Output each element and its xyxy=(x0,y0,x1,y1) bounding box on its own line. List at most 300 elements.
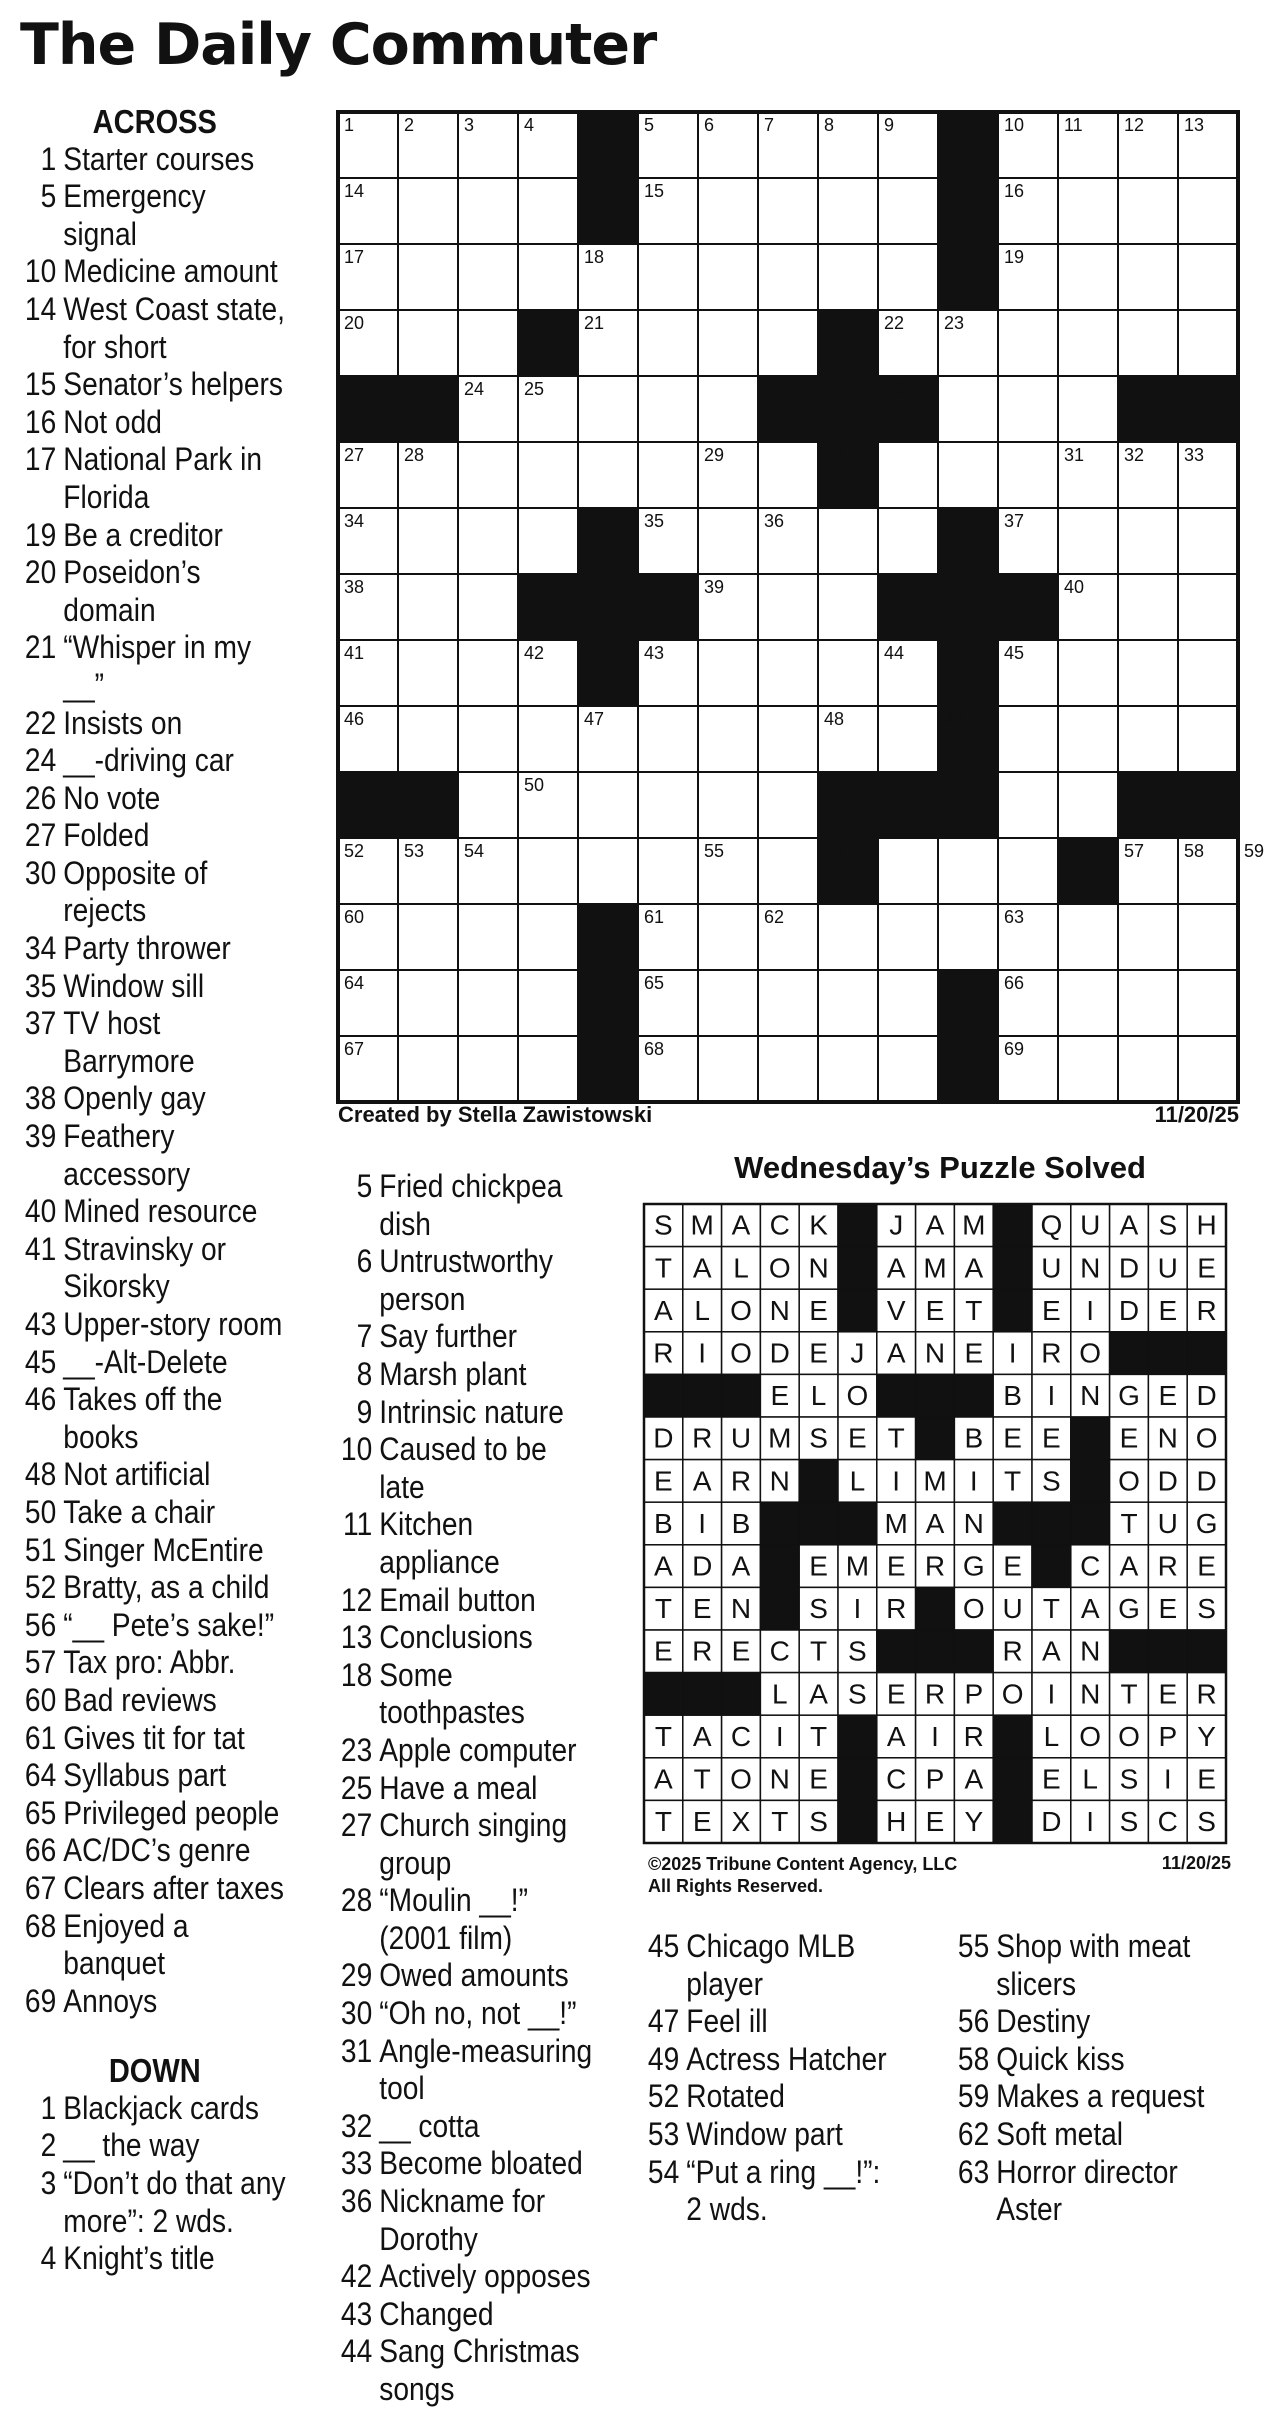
clue-down_col2-44[interactable] xyxy=(330,2333,594,2408)
grid-cell[interactable] xyxy=(758,970,818,1036)
clue-text: Opposite of rejects xyxy=(63,854,208,929)
grid-cell[interactable] xyxy=(878,244,938,310)
clue-down_col2-33[interactable] xyxy=(330,2145,594,2183)
clue-text: Email button xyxy=(379,1581,536,1618)
clue-across-65[interactable] xyxy=(14,1795,287,1833)
solution-letter: T xyxy=(1004,1465,1022,1497)
grid-cell[interactable] xyxy=(878,706,938,772)
clue-text: __-Alt-Delete xyxy=(63,1343,228,1380)
grid-cell[interactable] xyxy=(698,904,758,970)
grid-cell[interactable] xyxy=(758,1036,818,1102)
solution-block xyxy=(877,1630,916,1673)
solution-letter: N xyxy=(1080,1252,1101,1284)
solution-block xyxy=(1187,1332,1226,1375)
grid-cell[interactable] xyxy=(758,838,818,904)
grid-cell[interactable] xyxy=(1178,640,1238,706)
grid-cell[interactable] xyxy=(758,640,818,706)
grid-cell[interactable] xyxy=(878,508,938,574)
grid-block xyxy=(578,640,638,706)
clue-across-64[interactable] xyxy=(14,1757,287,1795)
grid-cell[interactable] xyxy=(818,1036,878,1102)
clue-down_col2-43[interactable] xyxy=(330,2296,594,2334)
solution-letter: R xyxy=(924,1678,946,1710)
clue-across-26[interactable] xyxy=(14,780,287,818)
grid-cell[interactable] xyxy=(398,706,458,772)
clue-across-57[interactable] xyxy=(14,1644,287,1682)
cell-number: 21 xyxy=(584,313,605,333)
cell-number: 25 xyxy=(524,379,545,399)
grid-cell[interactable] xyxy=(398,1036,458,1102)
grid-cell[interactable] xyxy=(1118,970,1178,1036)
solution-grid-svg xyxy=(643,1203,1231,1848)
clue-number: 13 xyxy=(340,1619,373,1656)
solution-letter: E xyxy=(1119,1422,1139,1454)
grid-cell[interactable] xyxy=(1058,244,1118,310)
grid-cell[interactable] xyxy=(398,244,458,310)
cell-number: 14 xyxy=(344,181,365,201)
grid-cell[interactable] xyxy=(1178,706,1238,772)
clue-down_col2-6[interactable] xyxy=(330,1243,594,1318)
grid-cell[interactable] xyxy=(758,442,818,508)
grid-cell[interactable] xyxy=(638,376,698,442)
clue-number: 68 xyxy=(24,1907,57,1944)
grid-cell[interactable] xyxy=(698,706,758,772)
grid-cell[interactable] xyxy=(1118,1036,1178,1102)
grid-cell[interactable] xyxy=(1058,904,1118,970)
grid-cell[interactable] xyxy=(818,574,878,640)
clue-down_col3-54[interactable] xyxy=(637,2154,901,2229)
solution-letter: I xyxy=(775,1720,784,1752)
grid-cell[interactable] xyxy=(698,310,758,376)
clue-down_col2-9[interactable] xyxy=(330,1394,594,1432)
solution-letter: Y xyxy=(1197,1720,1216,1752)
cell-number: 49 xyxy=(944,709,965,729)
grid-cell[interactable] xyxy=(458,1036,518,1102)
grid-cell[interactable] xyxy=(1058,508,1118,574)
grid-cell[interactable] xyxy=(878,970,938,1036)
solution-block xyxy=(838,1800,877,1843)
clue-across-69[interactable] xyxy=(14,1983,287,2021)
grid-cell[interactable] xyxy=(758,244,818,310)
clue-text: Makes a request xyxy=(996,2078,1205,2115)
grid-block xyxy=(1178,376,1238,442)
cell-number: 32 xyxy=(1124,445,1145,465)
grid-cell[interactable] xyxy=(398,574,458,640)
grid-cell[interactable] xyxy=(938,838,998,904)
solution-letter: N xyxy=(924,1337,946,1369)
grid-cell[interactable] xyxy=(758,706,818,772)
cell-number: 30 xyxy=(824,445,845,465)
grid-cell[interactable] xyxy=(818,178,878,244)
grid-cell[interactable] xyxy=(998,838,1058,904)
clue-down_col2-30[interactable] xyxy=(330,1995,594,2033)
solution-letter: M xyxy=(884,1507,908,1539)
solution-letter: I xyxy=(1086,1806,1095,1838)
grid-cell[interactable] xyxy=(398,178,458,244)
clue-across-60[interactable] xyxy=(14,1682,287,1720)
clue-across-20[interactable] xyxy=(14,554,287,629)
solution-block xyxy=(644,1374,683,1417)
clue-number: 67 xyxy=(24,1869,57,1906)
grid-cell[interactable] xyxy=(818,640,878,706)
grid-cell[interactable] xyxy=(698,970,758,1036)
clue-across-24[interactable] xyxy=(14,742,287,780)
solution-letter: S xyxy=(809,1806,828,1838)
down-clue-list-2 xyxy=(330,1168,594,2409)
grid-cell[interactable] xyxy=(518,442,578,508)
clue-number: 10 xyxy=(340,1431,373,1468)
grid-cell[interactable] xyxy=(698,178,758,244)
clue-down_col2-5[interactable] xyxy=(330,1168,594,1243)
grid-cell[interactable] xyxy=(458,772,518,838)
clue-across-39[interactable] xyxy=(14,1118,287,1193)
clue-across-40[interactable] xyxy=(14,1193,287,1231)
clue-across-68[interactable] xyxy=(14,1908,287,1983)
grid-cell[interactable] xyxy=(1178,178,1238,244)
grid-cell[interactable] xyxy=(518,706,578,772)
grid-cell[interactable] xyxy=(1118,904,1178,970)
grid-cell[interactable] xyxy=(758,310,818,376)
solution-letter: P xyxy=(925,1763,945,1795)
grid-cell[interactable] xyxy=(458,310,518,376)
clue-text: Sang Christmas songs xyxy=(379,2333,580,2407)
solution-letter: C xyxy=(1080,1550,1101,1582)
grid-cell[interactable] xyxy=(998,310,1058,376)
grid-cell[interactable] xyxy=(1118,244,1178,310)
grid-cell[interactable] xyxy=(398,970,458,1036)
clue-text: Nickname for Dorothy xyxy=(379,2183,546,2257)
clue-across-15[interactable] xyxy=(14,366,287,404)
grid-cell[interactable] xyxy=(878,904,938,970)
clue-down_col2-12[interactable] xyxy=(330,1582,594,1620)
solution-letter: R xyxy=(963,1720,984,1752)
grid-cell[interactable] xyxy=(518,244,578,310)
cell-number: 29 xyxy=(704,445,725,465)
clue-across-41[interactable] xyxy=(14,1231,287,1306)
clue-number: 23 xyxy=(340,1731,373,1768)
clue-number: 9 xyxy=(356,1393,373,1430)
clue-across-38[interactable] xyxy=(14,1080,287,1118)
grid-cell[interactable] xyxy=(518,904,578,970)
grid-cell[interactable] xyxy=(1058,706,1118,772)
grid-cell[interactable] xyxy=(1058,970,1118,1036)
clue-down_col2-42[interactable] xyxy=(330,2258,594,2296)
crossword-grid[interactable] xyxy=(336,110,1265,1100)
solution-block xyxy=(993,1758,1032,1801)
clue-down_col4-56[interactable] xyxy=(947,2003,1211,2041)
grid-cell[interactable] xyxy=(1118,178,1178,244)
grid-cell[interactable] xyxy=(698,244,758,310)
clue-number: 10 xyxy=(24,253,57,290)
clue-down_col3-45[interactable] xyxy=(637,1928,901,2003)
clue-down_col2-31[interactable] xyxy=(330,2033,594,2108)
grid-cell[interactable] xyxy=(698,1036,758,1102)
solution-letter: E xyxy=(886,1550,906,1582)
grid-cell[interactable] xyxy=(458,706,518,772)
clue-across-27[interactable] xyxy=(14,817,287,855)
clue-across-10[interactable] xyxy=(14,253,287,291)
solution-letter: S xyxy=(1197,1593,1216,1625)
grid-cell[interactable] xyxy=(698,640,758,706)
clue-number: 30 xyxy=(24,854,57,891)
clue-across-21[interactable] xyxy=(14,629,287,704)
grid-cell[interactable] xyxy=(1178,244,1238,310)
solution-letter: T xyxy=(693,1763,711,1795)
clue-down_col2-28[interactable] xyxy=(330,1882,594,1957)
solution-letter: A xyxy=(809,1678,828,1710)
grid-cell[interactable] xyxy=(938,376,998,442)
solution-letter: T xyxy=(654,1593,672,1625)
grid-cell[interactable] xyxy=(398,904,458,970)
grid-cell[interactable] xyxy=(578,376,638,442)
solution-letter: M xyxy=(962,1209,986,1241)
clue-across-22[interactable] xyxy=(14,705,287,743)
clue-across-61[interactable] xyxy=(14,1720,287,1758)
clue-across-66[interactable] xyxy=(14,1832,287,1870)
clue-across-56[interactable] xyxy=(14,1607,287,1645)
grid-cell[interactable] xyxy=(1058,640,1118,706)
clue-across-52[interactable] xyxy=(14,1569,287,1607)
grid-cell[interactable] xyxy=(758,178,818,244)
grid-cell[interactable] xyxy=(398,640,458,706)
cell-number: 9 xyxy=(884,115,895,135)
solution-letter: A xyxy=(654,1763,673,1795)
clue-number: 8 xyxy=(356,1355,373,1392)
grid-cell[interactable] xyxy=(638,772,698,838)
grid-cell[interactable] xyxy=(1178,904,1238,970)
clue-across-43[interactable] xyxy=(14,1306,287,1344)
clue-number: 28 xyxy=(340,1882,373,1919)
clue-text: “Moulin __!” (2001 film) xyxy=(379,1882,528,1956)
clue-across-19[interactable] xyxy=(14,517,287,555)
clue-number: 26 xyxy=(24,779,57,816)
clue-down_col1-4[interactable] xyxy=(14,2240,287,2278)
grid-cell[interactable] xyxy=(1118,508,1178,574)
clue-across-34[interactable] xyxy=(14,930,287,968)
grid-cell[interactable] xyxy=(1178,970,1238,1036)
clue-down_col2-11[interactable] xyxy=(330,1506,594,1581)
solution-letter: C xyxy=(1157,1806,1178,1838)
clue-across-5[interactable] xyxy=(14,178,287,253)
solution-letter: I xyxy=(892,1465,901,1497)
clue-down_col1-2[interactable] xyxy=(14,2127,287,2165)
solution-letter: S xyxy=(654,1209,673,1241)
across-clue-column xyxy=(14,103,287,2278)
grid-cell[interactable] xyxy=(1178,1036,1238,1102)
clue-down_col2-13[interactable] xyxy=(330,1619,594,1657)
down-clue-column-4 xyxy=(947,1928,1211,2229)
grid-cell[interactable] xyxy=(518,1036,578,1102)
clue-number: 3 xyxy=(40,2165,57,2202)
clue-text: AC/DC’s genre xyxy=(63,1832,251,1869)
grid-cell[interactable] xyxy=(1178,574,1238,640)
grid-cell[interactable] xyxy=(518,508,578,574)
clue-across-16[interactable] xyxy=(14,404,287,442)
grid-cell[interactable] xyxy=(518,838,578,904)
grid-cell[interactable] xyxy=(818,508,878,574)
grid-cell[interactable] xyxy=(638,838,698,904)
clue-down_col1-3[interactable] xyxy=(14,2165,287,2240)
solution-block xyxy=(954,1630,993,1673)
solution-letter: R xyxy=(886,1593,907,1625)
grid-cell[interactable] xyxy=(458,574,518,640)
crossword-grid-svg[interactable] xyxy=(336,110,1265,1100)
solution-letter: E xyxy=(731,1635,751,1667)
solution-block xyxy=(799,1460,838,1503)
grid-cell[interactable] xyxy=(458,640,518,706)
clue-down_col3-49[interactable] xyxy=(637,2041,901,2079)
clue-number: 59 xyxy=(957,2078,990,2115)
grid-block xyxy=(1178,772,1238,838)
clue-down_col1-1[interactable] xyxy=(14,2090,287,2128)
grid-cell[interactable] xyxy=(1058,310,1118,376)
grid-cell[interactable] xyxy=(518,970,578,1036)
clue-across-17[interactable] xyxy=(14,441,287,516)
solution-letter: A xyxy=(886,1252,906,1284)
clue-down_col2-29[interactable] xyxy=(330,1957,594,1995)
grid-cell[interactable] xyxy=(878,1036,938,1102)
grid-cell[interactable] xyxy=(818,904,878,970)
grid-cell[interactable] xyxy=(1118,706,1178,772)
grid-cell[interactable] xyxy=(458,442,518,508)
solution-letter: I xyxy=(853,1593,862,1625)
grid-cell[interactable] xyxy=(1178,508,1238,574)
clue-down_col4-58[interactable] xyxy=(947,2041,1211,2079)
grid-cell[interactable] xyxy=(638,442,698,508)
grid-cell[interactable] xyxy=(458,970,518,1036)
clue-down_col3-52[interactable] xyxy=(637,2078,901,2116)
solution-letter: M xyxy=(768,1422,792,1454)
grid-cell[interactable] xyxy=(458,508,518,574)
clue-text: Mined resource xyxy=(63,1193,258,1230)
clue-text: “Don’t do that any more”: 2 wds. xyxy=(63,2165,286,2239)
grid-cell[interactable] xyxy=(998,772,1058,838)
clue-across-50[interactable] xyxy=(14,1494,287,1532)
clue-number: 7 xyxy=(356,1318,373,1355)
clue-down_col2-8[interactable] xyxy=(330,1356,594,1394)
grid-cell[interactable] xyxy=(878,178,938,244)
grid-cell[interactable] xyxy=(938,442,998,508)
grid-cell[interactable] xyxy=(398,508,458,574)
clue-down_col2-32[interactable] xyxy=(330,2108,594,2146)
clue-down_col3-53[interactable] xyxy=(637,2116,901,2154)
clue-across-30[interactable] xyxy=(14,855,287,930)
grid-cell[interactable] xyxy=(938,904,998,970)
grid-cell[interactable] xyxy=(458,904,518,970)
cell-number: 5 xyxy=(644,115,655,135)
solution-letter: T xyxy=(810,1635,828,1667)
clue-text: Be a creditor xyxy=(63,516,223,553)
clue-down_col2-18[interactable] xyxy=(330,1657,594,1732)
clue-text: Become bloated xyxy=(379,2145,583,2182)
clue-number: 50 xyxy=(24,1493,57,1530)
clue-down_col2-23[interactable] xyxy=(330,1732,594,1770)
clue-text: Feel ill xyxy=(686,2003,768,2040)
grid-cell[interactable] xyxy=(698,508,758,574)
clue-across-37[interactable] xyxy=(14,1005,287,1080)
grid-cell[interactable] xyxy=(458,244,518,310)
solution-letter: E xyxy=(654,1465,673,1497)
grid-cell[interactable] xyxy=(998,376,1058,442)
grid-cell[interactable] xyxy=(1118,640,1178,706)
solution-block xyxy=(993,1247,1032,1290)
clue-down_col2-10[interactable] xyxy=(330,1431,594,1506)
grid-block xyxy=(578,904,638,970)
clue-number: 45 xyxy=(24,1343,57,1380)
clue-text: Bratty, as a child xyxy=(63,1569,270,1606)
grid-cell[interactable] xyxy=(818,970,878,1036)
clue-across-14[interactable] xyxy=(14,291,287,366)
cell-number: 24 xyxy=(464,379,485,399)
clue-down_col4-63[interactable] xyxy=(947,2154,1211,2229)
clue-number: 64 xyxy=(24,1757,57,1794)
clue-across-51[interactable] xyxy=(14,1532,287,1570)
clue-across-35[interactable] xyxy=(14,968,287,1006)
cell-number: 36 xyxy=(764,511,785,531)
grid-cell[interactable] xyxy=(758,772,818,838)
grid-cell[interactable] xyxy=(758,574,818,640)
clue-across-46[interactable] xyxy=(14,1381,287,1456)
grid-cell[interactable] xyxy=(878,442,938,508)
solution-letter: H xyxy=(1196,1209,1217,1241)
clue-down_col4-59[interactable] xyxy=(947,2078,1211,2116)
clue-down_col4-55[interactable] xyxy=(947,1928,1211,2003)
clue-across-1[interactable] xyxy=(14,141,287,179)
grid-cell[interactable] xyxy=(398,310,458,376)
grid-cell[interactable] xyxy=(1118,574,1178,640)
grid-cell[interactable] xyxy=(818,244,878,310)
clue-down_col3-47[interactable] xyxy=(637,2003,901,2041)
grid-cell[interactable] xyxy=(578,838,638,904)
clue-down_col2-27[interactable] xyxy=(330,1807,594,1882)
grid-cell[interactable] xyxy=(578,442,638,508)
cell-number: 31 xyxy=(1064,445,1085,465)
grid-block xyxy=(518,574,578,640)
grid-block xyxy=(998,574,1058,640)
grid-cell[interactable] xyxy=(1058,772,1118,838)
clue-across-67[interactable] xyxy=(14,1870,287,1908)
grid-cell[interactable] xyxy=(1118,310,1178,376)
grid-cell[interactable] xyxy=(638,310,698,376)
grid-cell[interactable] xyxy=(1178,310,1238,376)
grid-cell[interactable] xyxy=(698,772,758,838)
clue-down_col2-36[interactable] xyxy=(330,2183,594,2258)
grid-cell[interactable] xyxy=(578,772,638,838)
grid-cell[interactable] xyxy=(1058,376,1118,442)
grid-cell[interactable] xyxy=(878,838,938,904)
grid-cell[interactable] xyxy=(698,376,758,442)
clue-down_col2-25[interactable] xyxy=(330,1770,594,1808)
solution-letter: X xyxy=(731,1806,751,1838)
clue-down_col4-62[interactable] xyxy=(947,2116,1211,2154)
grid-cell[interactable] xyxy=(518,178,578,244)
clue-text: Party thrower xyxy=(63,930,231,967)
grid-cell[interactable] xyxy=(458,178,518,244)
grid-cell[interactable] xyxy=(638,706,698,772)
clue-across-45[interactable] xyxy=(14,1344,287,1382)
solution-block xyxy=(838,1715,877,1758)
cell-number: 53 xyxy=(404,841,425,861)
grid-cell[interactable] xyxy=(1058,178,1118,244)
clue-down_col2-7[interactable] xyxy=(330,1318,594,1356)
solution-letter: L xyxy=(849,1465,866,1497)
grid-cell[interactable] xyxy=(998,442,1058,508)
grid-cell[interactable] xyxy=(638,244,698,310)
clue-across-48[interactable] xyxy=(14,1456,287,1494)
solution-letter: D xyxy=(653,1422,674,1454)
grid-cell[interactable] xyxy=(1058,1036,1118,1102)
grid-cell[interactable] xyxy=(998,706,1058,772)
